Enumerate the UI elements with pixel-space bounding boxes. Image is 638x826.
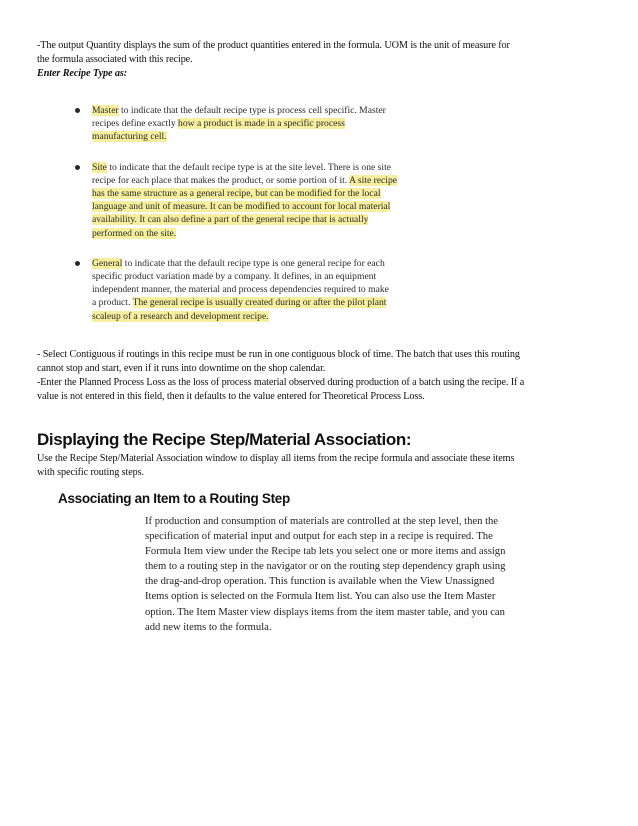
body-line: If production and consumption of materials are controlled at the step level, then the [145, 516, 499, 527]
highlighted-text: language and unit of measure. It can be modified to account for local material [92, 201, 391, 213]
bullet-dot-icon [75, 165, 80, 170]
section-text-line-2: with specific routing steps. [37, 467, 144, 478]
highlighted-text: manufacturing cell. [92, 131, 167, 143]
recipe-type-line [92, 104, 445, 117]
recipe-type-item [75, 161, 445, 240]
process-loss-line-1: -Enter the Planned Process Loss as the loss of process material observed during production of a batch using the recipe. If a [37, 377, 525, 388]
highlighted-text: A site recipe [349, 174, 398, 186]
highlighted-text: Site [92, 161, 107, 173]
body-line: them to a routing step in the navigator or on the routing step dependency graph using [145, 561, 506, 573]
bullet-dot-icon [75, 261, 80, 266]
recipe-type-line [92, 270, 445, 283]
recipe-type-line [92, 227, 445, 240]
recipe-type-line [92, 310, 445, 323]
highlighted-text: performed on the site. [92, 227, 177, 239]
recipe-type-line [92, 257, 445, 270]
highlighted-text: Master [92, 105, 119, 116]
body-line: specification of material input and output for each step in a recipe is required. The [145, 531, 493, 543]
recipe-type-line [92, 187, 445, 200]
recipe-type-list [75, 104, 445, 340]
contiguous-line-2: cannot stop and start, even if it runs into downtime on the shop calendar. [37, 363, 326, 374]
contiguous-line-1: - Select Contiguous if routings in this recipe must be run in one contiguous block of time. The batch that uses this routing [37, 349, 520, 360]
body-line: option. The Item Master view displays items from the item master table, and you can [145, 606, 505, 618]
subsection-body [145, 514, 505, 635]
plain-text: to indicate that the default recipe type is at the site level. There is one site [106, 161, 392, 173]
recipe-type-line [92, 213, 445, 226]
recipe-type-line [92, 130, 445, 143]
bullet-dot-icon [75, 108, 80, 113]
plain-text: to indicate that the default recipe type is one general recipe for each [122, 257, 385, 269]
highlighted-text: has the same structure as a general recipe, but can be modified for the local [92, 188, 381, 200]
body-line: add new items to the formula. [145, 621, 272, 633]
section-heading: Displaying the Recipe Step/Material Association: [37, 430, 412, 449]
enter-recipe-type-heading: Enter Recipe Type as: [37, 68, 128, 79]
intro-line-2: the formula associated with this recipe. [37, 54, 193, 65]
plain-text: recipes define exactly [92, 118, 179, 130]
recipe-type-line [92, 296, 445, 309]
body-line: Items option is selected on the Formula Item list. You can also use the Item Master [145, 591, 496, 603]
highlighted-text: The general recipe is usually created during or after the pilot plant [132, 297, 387, 309]
recipe-type-line [92, 161, 445, 174]
body-line: the drag-and-drop operation. This function is available when the View Unassigned [145, 576, 495, 588]
plain-text: a product. [92, 297, 133, 309]
highlighted-text: availability. It can also define a part of the general recipe that is actually [92, 214, 369, 226]
plain-text: independent manner, the material and process dependencies required to make [92, 284, 389, 296]
recipe-type-line [92, 283, 445, 296]
highlighted-text: how a product is made in a specific process [178, 118, 345, 130]
recipe-type-line [92, 200, 445, 213]
plain-text: to indicate that the default recipe type is process cell specific. Master [118, 105, 386, 116]
recipe-type-item [75, 104, 445, 144]
plain-text: recipe for each place that makes the product, or some portion of it. [92, 174, 350, 186]
intro-line-1: -The output Quantity displays the sum of the product quantities entered in the formula. UOM is the unit of measure for [37, 40, 510, 51]
highlighted-text: General [92, 257, 123, 269]
subsection-heading: Associating an Item to a Routing Step [58, 491, 290, 506]
highlighted-text: scaleup of a research and development recipe. [92, 310, 269, 322]
recipe-type-item [75, 257, 445, 323]
process-loss-line-2: value is not entered in this field, then it defaults to the value entered for Theoretical Process Loss. [37, 391, 425, 402]
body-line: Formula Item view under the Recipe tab lets you select one or more items and assign [145, 546, 506, 558]
recipe-type-line [92, 117, 445, 130]
recipe-type-line [92, 174, 445, 187]
section-text-line-1: Use the Recipe Step/Material Association window to display all items from the recipe formula and associate these items [37, 453, 515, 464]
plain-text: specific product variation made by a company. It defines, in an equipment [92, 271, 377, 283]
